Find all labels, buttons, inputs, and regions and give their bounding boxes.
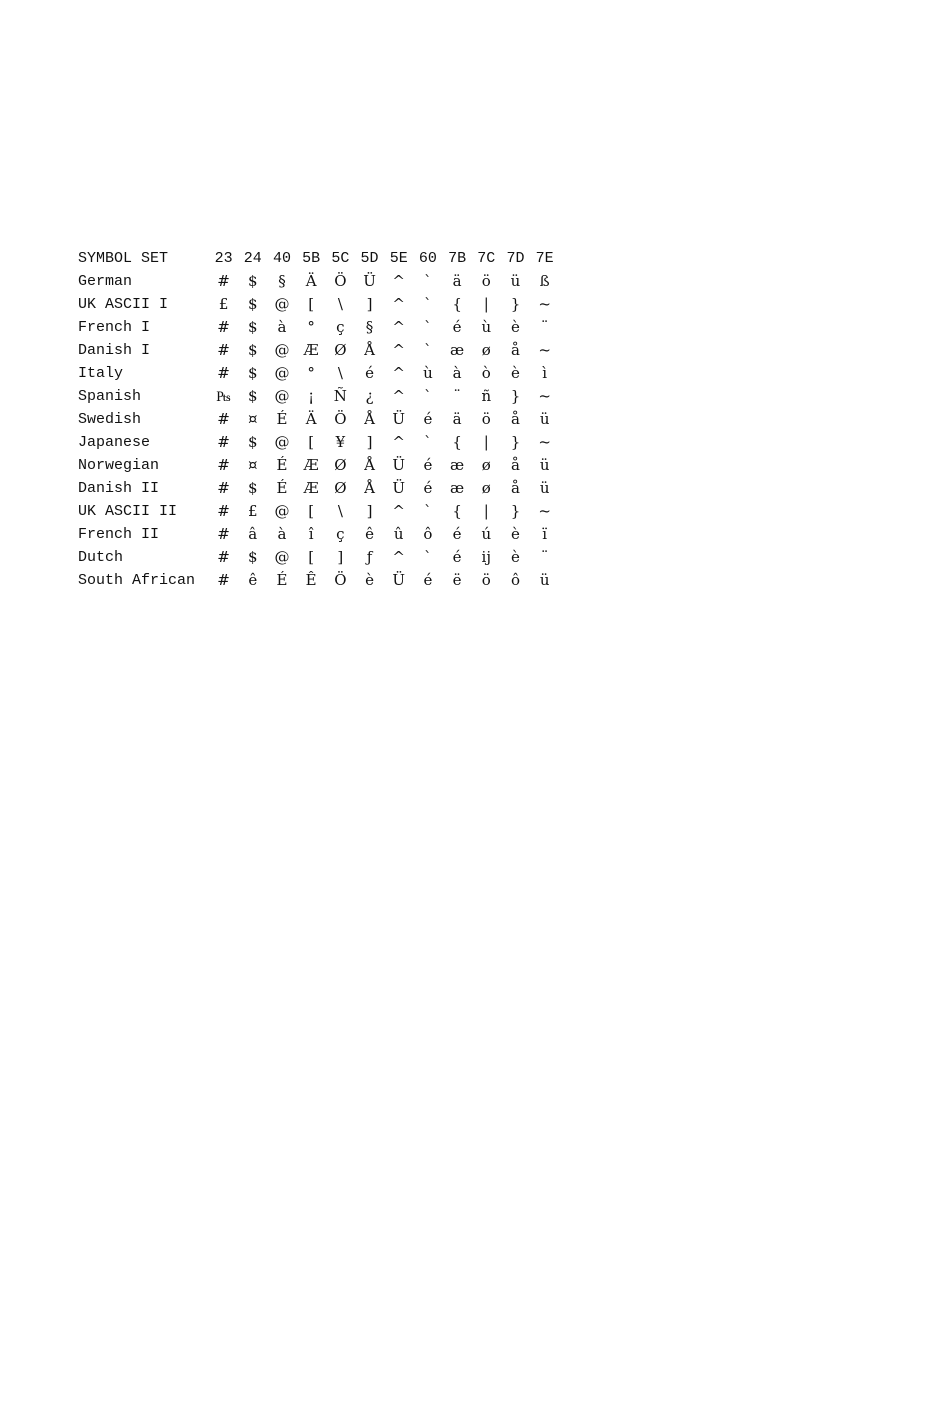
symbol-char-cell: ü [539,456,550,474]
table-row [78,316,559,339]
symbol-char-cell: å [510,479,520,497]
symbol-char-cell: â [248,525,258,543]
symbol-char-cell: ` [424,318,432,336]
symbol-char-cell: ° [307,318,315,336]
symbol-char-cell: ] [337,548,344,566]
symbol-char-cell: # [217,364,230,382]
symbol-char-cell: ê [365,525,374,543]
symbol-char-cell: } [510,295,521,313]
symbol-char-cell: # [217,525,230,543]
symbol-char-cell: É [276,456,288,474]
symbol-set-table [78,247,559,592]
header-code: 7E [535,250,554,267]
symbol-char-cell: ^ [392,433,405,451]
table-row [78,339,559,362]
symbol-char-cell: û [393,525,404,543]
symbol-char-cell: § [365,318,374,336]
symbol-char-cell: æ [450,341,465,359]
symbol-char-cell: ø [481,456,491,474]
symbol-char-cell: Æ [303,341,319,359]
header-code: 5D [360,250,379,267]
symbol-char-cell: é [423,479,433,497]
symbol-char-cell: ` [424,548,432,566]
symbol-char-cell: ü [510,272,521,290]
symbol-char-cell: ô [423,525,433,543]
symbol-char-cell: # [217,479,230,497]
symbol-char-cell: Ü [363,272,376,290]
symbol-char-cell: å [510,410,520,428]
symbol-char-cell: É [276,410,288,428]
table-row [78,546,559,569]
symbol-char-cell: $ [248,295,258,313]
header-code: 5C [331,250,350,267]
symbol-char-cell: ¨ [540,318,549,336]
symbol-char-cell: @ [274,341,290,359]
table-row [78,500,559,523]
symbol-char-cell: Ö [334,571,347,589]
symbol-char-cell: é [423,410,433,428]
symbol-char-cell: ° [307,364,315,382]
table-row [78,408,559,431]
symbol-char-cell: ô [510,571,520,589]
header-code: 5E [389,250,408,267]
symbol-char-cell: ƒ [366,548,373,566]
symbol-char-cell: } [510,502,521,520]
symbol-char-cell: ` [424,433,432,451]
symbol-char-cell: \ [337,502,343,520]
symbol-set-name: UK ASCII II [78,503,178,520]
symbol-char-cell: # [217,456,230,474]
symbol-char-cell: ü [539,479,550,497]
symbol-char-cell: Ñ [333,387,347,405]
symbol-char-cell: { [452,433,462,451]
symbol-char-cell: ] [366,433,373,451]
symbol-char-cell: $ [248,364,258,382]
symbol-char-cell: ¥ [335,433,346,451]
symbol-char-cell: Ä [305,272,317,290]
symbol-char-cell: ¡ [308,387,315,405]
symbol-char-cell: # [217,272,230,290]
table-row [78,270,559,293]
symbol-char-cell: ñ [481,387,492,405]
symbol-char-cell: Ø [334,479,347,497]
symbol-char-cell: [ [308,433,315,451]
header-code: 7D [506,250,525,267]
symbol-char-cell: ^ [392,272,405,290]
symbol-char-cell: å [510,341,520,359]
symbol-char-cell: ä [452,272,462,290]
table-row [78,569,559,592]
symbol-char-cell: # [217,502,230,520]
symbol-char-cell: ^ [392,548,405,566]
symbol-char-cell: Å [364,456,375,474]
symbol-char-cell: Ö [334,272,347,290]
symbol-char-cell: ~ [538,387,551,405]
symbol-char-cell: ï [542,525,548,543]
symbol-char-cell: § [278,272,286,290]
symbol-char-cell: é [423,456,433,474]
symbol-char-cell: ^ [392,318,405,336]
symbol-char-cell: Ü [392,456,406,474]
symbol-char-cell: Ø [334,456,347,474]
symbol-char-cell: É [276,479,288,497]
symbol-char-cell: @ [274,433,290,451]
symbol-char-cell: æ [450,456,465,474]
symbol-char-cell: Å [364,341,375,359]
symbol-char-cell: ^ [392,341,405,359]
symbol-set-name: Italy [78,365,124,382]
symbol-char-cell: Ö [334,410,347,428]
symbol-char-cell: £ [248,502,258,520]
symbol-char-cell: Ø [334,341,347,359]
symbol-set-name: South African [78,572,196,589]
symbol-char-cell: \ [337,295,343,313]
symbol-char-cell: é [423,571,433,589]
table-header-row [78,247,559,270]
symbol-char-cell: à [452,364,462,382]
symbol-char-cell: ~ [538,341,551,359]
symbol-char-cell: @ [274,387,290,405]
symbol-char-cell: è [511,318,520,336]
symbol-char-cell: ¤ [248,456,258,474]
symbol-char-cell: é [365,364,374,382]
symbol-char-cell: ö [481,571,491,589]
symbol-char-cell: # [217,433,230,451]
symbol-char-cell: ~ [538,295,551,313]
symbol-char-cell: ü [539,571,550,589]
symbol-char-cell: | [483,502,489,520]
symbol-char-cell: ^ [392,295,405,313]
symbol-char-cell: # [217,548,230,566]
symbol-char-cell: ¿ [365,387,374,405]
table-body [78,270,559,592]
symbol-char-cell: é [452,318,462,336]
symbol-char-cell: ö [481,272,491,290]
symbol-char-cell: ì [542,364,548,382]
header-code: 5B [302,250,321,267]
symbol-char-cell: [ [308,295,315,313]
symbol-char-cell: ö [481,410,491,428]
symbol-char-cell: $ [248,387,258,405]
symbol-char-cell: @ [274,295,290,313]
symbol-set-name: Norwegian [78,457,160,474]
symbol-char-cell: ø [481,341,491,359]
symbol-char-cell: @ [274,502,290,520]
header-code: 60 [418,250,437,267]
symbol-char-cell: Å [364,479,375,497]
symbol-set-name: UK ASCII I [78,296,169,313]
symbol-char-cell: Ê [305,571,317,589]
symbol-char-cell: $ [248,548,258,566]
table-row [78,523,559,546]
symbol-char-cell: ò [481,364,491,382]
symbol-char-cell: ü [539,410,550,428]
symbol-char-cell: Ü [392,571,406,589]
symbol-char-cell: ^ [392,387,405,405]
symbol-char-cell: $ [248,318,258,336]
header-label: SYMBOL SET [78,250,169,267]
symbol-char-cell: å [510,456,520,474]
header-code: 7B [448,250,467,267]
symbol-char-cell: ] [366,295,373,313]
symbol-char-cell: Æ [303,479,319,497]
symbol-char-cell: ¨ [453,387,461,405]
symbol-char-cell: è [511,525,520,543]
symbol-char-cell: ¨ [540,548,549,566]
symbol-set-name: German [78,273,133,290]
symbol-char-cell: } [510,387,521,405]
symbol-char-cell: Æ [303,456,319,474]
symbol-char-cell: ¤ [248,410,258,428]
symbol-char-cell: ij [481,548,491,566]
symbol-char-cell: ^ [392,364,405,382]
symbol-set-name: French I [78,319,151,336]
table-row [78,293,559,316]
symbol-char-cell: à [277,525,287,543]
symbol-set-name: French II [78,526,160,543]
symbol-char-cell: # [217,341,230,359]
symbol-char-cell: ç [336,525,345,543]
symbol-char-cell: | [483,433,489,451]
symbol-char-cell: } [510,433,521,451]
symbol-char-cell: \ [337,364,343,382]
symbol-char-cell: @ [274,364,290,382]
symbol-set-name: Danish I [78,342,151,359]
header-code: 40 [272,250,291,267]
symbol-char-cell: £ [218,295,229,313]
symbol-char-cell: ` [424,502,432,520]
symbol-char-cell: [ [308,502,315,520]
symbol-char-cell: Ü [392,410,406,428]
symbol-char-cell: ` [424,295,432,313]
symbol-char-cell: ê [248,571,258,589]
symbol-char-cell: ~ [538,502,551,520]
table-row [78,454,559,477]
symbol-char-cell: $ [248,479,258,497]
symbol-char-cell: à [277,318,287,336]
symbol-char-cell: ^ [392,502,405,520]
symbol-char-cell: æ [450,479,465,497]
symbol-set-name: Spanish [78,388,142,405]
symbol-char-cell: î [308,525,314,543]
symbol-set-name: Dutch [78,549,124,566]
symbol-char-cell: $ [248,272,258,290]
symbol-char-cell: É [276,571,288,589]
symbol-char-cell: $ [248,433,258,451]
table-row [78,477,559,500]
symbol-char-cell: Ü [392,479,406,497]
symbol-char-cell: é [452,525,462,543]
symbol-set-name: Japanese [78,434,151,451]
symbol-char-cell: Å [364,410,375,428]
symbol-char-cell: # [217,410,230,428]
symbol-char-cell: ] [366,502,373,520]
symbol-set-name: Danish II [78,480,160,497]
header-code: 23 [214,250,233,267]
symbol-char-cell: ú [481,525,492,543]
symbol-char-cell: ç [336,318,345,336]
symbol-char-cell: é [452,548,462,566]
symbol-char-cell: ` [424,387,432,405]
symbol-char-cell: è [511,364,520,382]
symbol-char-cell: | [483,295,489,313]
symbol-char-cell: Ä [305,410,317,428]
symbol-char-cell: ` [424,341,432,359]
symbol-set-name: Swedish [78,411,142,428]
header-code: 7C [477,250,496,267]
table-row [78,362,559,385]
table-row [78,385,559,408]
symbol-char-cell: è [511,548,520,566]
table-row [78,431,559,454]
symbol-char-cell: # [217,571,230,589]
symbol-char-cell: ä [452,410,462,428]
symbol-char-cell: ß [539,272,550,290]
symbol-char-cell: { [452,295,462,313]
symbol-char-cell: [ [308,548,315,566]
symbol-char-cell: ù [423,364,433,382]
symbol-char-cell: ` [424,272,432,290]
symbol-char-cell: ë [452,571,462,589]
symbol-char-cell: ø [481,479,491,497]
symbol-char-cell: $ [248,341,258,359]
symbol-char-cell: # [217,318,230,336]
symbol-char-cell: ₧ [216,387,231,405]
symbol-char-cell: ~ [538,433,551,451]
symbol-char-cell: { [452,502,462,520]
symbol-char-cell: è [365,571,374,589]
header-code: 24 [243,250,262,267]
symbol-char-cell: @ [274,548,290,566]
symbol-char-cell: ù [481,318,492,336]
